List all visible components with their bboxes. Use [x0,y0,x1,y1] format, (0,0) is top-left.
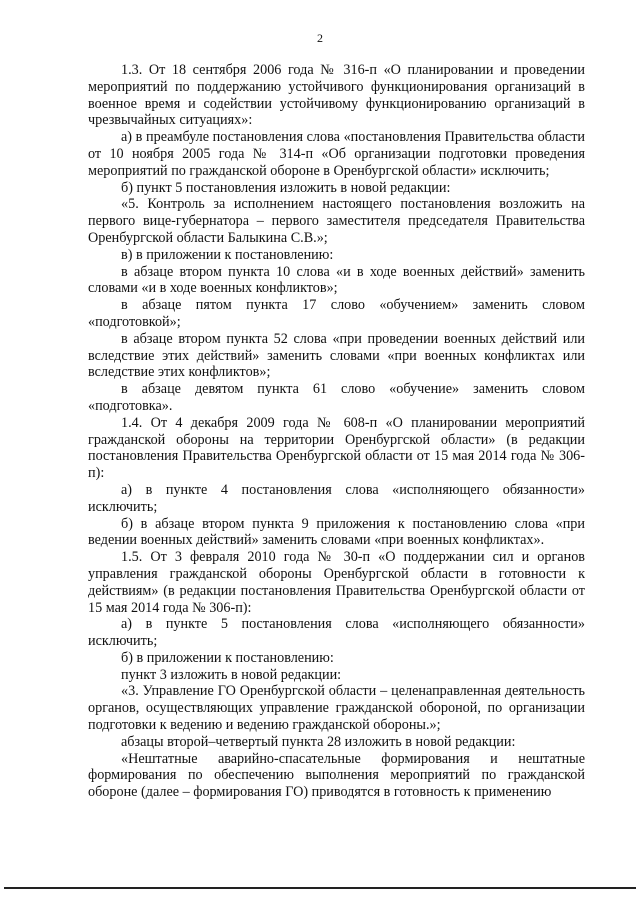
paragraph-1-3-b-text: «5. Контроль за исполнением настоящего постановления возложить на первого вице-губернатора – первого заместителя председателя Правительства Оренбургской области Балыкина С.В.»; [88,196,585,246]
paragraph-1-4-a: а) в пункте 4 постановления слова «исполняющего обязанности» исключить; [88,481,585,515]
paragraph-1-5-b-4: «Нештатные аварийно-спасательные формирования и нештатные формирования по обеспечению выполнения мероприятий по гражданской обороне (далее – формирования ГО) приводятся в готовность к применению [88,750,585,801]
paragraph-1-3: 1.3. От 18 сентября 2006 года № 316-п «О планировании и проведении мероприятий по поддержанию устойчивого функционирования организаций в военное время и содействии устойчивому функционированию организаций в чрезвычайных ситуациях»: [88,62,585,129]
paragraph-1-3-b: б) пункт 5 постановления изложить в новой редакции: [121,179,451,196]
paragraph-1-3-v-1: в абзаце втором пункта 10 слова «и в ходе военных действий» заменить словами «и в ходе военных конфликтов»; [88,263,585,297]
paragraph-1-5-a: а) в пункте 5 постановления слова «исполняющего обязанности» исключить; [88,616,585,650]
document-body [88,62,585,801]
paragraph-1-3-v-2: в абзаце пятом пункта 17 слово «обучением» заменить словом «подготовкой»; [88,297,585,330]
paragraph-1-3-a: а) в преамбуле постановления слова «постановления Правительства области от 10 ноября 2005 года № 314-п «Об организации подготовки проведения мероприятий по гражданской обороне в Оренбургской области» исключить; [88,129,585,179]
paragraph-1-5-b: б) в приложении к постановлению: [121,649,334,666]
bottom-rule [4,887,636,889]
paragraph-1-5: 1.5. От 3 февраля 2010 года № 30-п «О поддержании сил и органов управления гражданской обороны Оренбургской области в готовности к действиям» (в редакции постановления Правительства Оренбургской области от 15 мая 2014 года № 306-п): [88,549,585,616]
page-number: 2 [317,31,323,45]
paragraph-1-5-b-1: пункт 3 изложить в новой редакции: [121,666,342,683]
paragraph-1-5-b-2: «3. Управление ГО Оренбургской области – целенаправленная деятельность органов, осуществляющих управление гражданской обороной, по организации подготовки к ведению и ведению гражданской обороны.»; [88,683,585,734]
paragraph-1-4: 1.4. От 4 декабря 2009 года № 608-п «О планировании мероприятий гражданской обороны на территории Оренбургской области» (в редакции постановления Правительства Оренбургской области от 15 мая 2014 года № 306-п): [88,414,585,482]
paragraph-1-5-b-3: абзацы второй–четвертый пункта 28 изложить в новой редакции: [121,733,516,750]
paragraph-1-3-v-3: в абзаце втором пункта 52 слова «при проведении военных действий или вследствие этих действий» заменить словами «при военных конфликтах или вследствие этих конфликтов»; [88,330,585,381]
paragraph-1-4-b: б) в абзаце втором пункта 9 приложения к постановлению слова «при ведении военных действий» заменить словами «при военных конфликтах». [88,515,585,549]
paragraph-1-3-v-4: в абзаце девятом пункта 61 слово «обучение» заменить словом «подготовка». [88,381,585,414]
paragraph-1-3-v: в) в приложении к постановлению: [121,246,334,263]
